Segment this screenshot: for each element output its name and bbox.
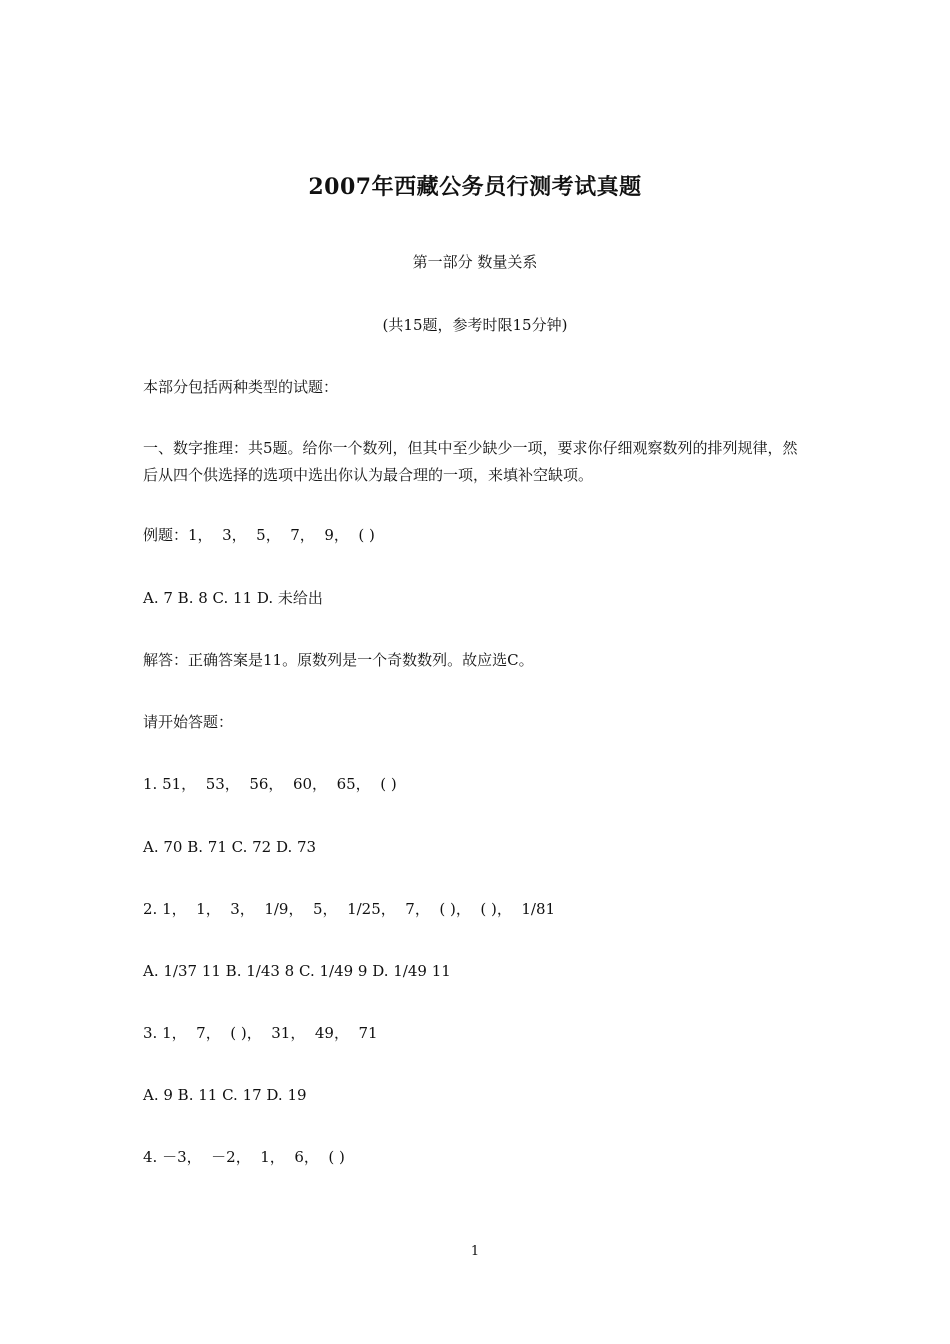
intro-text: 本部分包括两种类型的试题： xyxy=(143,378,339,396)
question-3-options: A. 9 B. 11 C. 17 D. 19 xyxy=(143,1086,307,1104)
section-note: (共15题，参考时限15分钟) xyxy=(382,316,568,334)
section-title: 第一部分 数量关系 xyxy=(412,253,538,271)
page-number: 1 xyxy=(470,1244,480,1259)
question-3: 3. 1， 7， ( )， 31， 49， 71 xyxy=(143,1024,378,1042)
example-answer: 解答：正确答案是11。原数列是一个奇数数列。故应选C。 xyxy=(143,651,534,669)
document-title: 2007年西藏公务员行测考试真题 xyxy=(308,174,642,200)
example-options: A. 7 B. 8 C. 11 D. 未给出 xyxy=(143,589,323,607)
start-prompt: 请开始答题： xyxy=(143,713,234,731)
type-description: 一、数字推理：共5题。给你一个数列，但其中至少缺少一项，要求你仔细观察数列的排列规律，然后从四个供选择的选项中选出你认为最合理的一项，来填补空缺项。 xyxy=(143,439,798,484)
question-2: 2. 1， 1， 3， 1/9， 5， 1/25， 7， ( )， ( )， 1/81 xyxy=(143,900,556,918)
question-1: 1. 51， 53， 56， 60， 65， ( ) xyxy=(143,775,397,793)
question-1-options: A. 70 B. 71 C. 72 D. 73 xyxy=(143,838,317,856)
question-2-options: A. 1/37 11 B. 1/43 8 C. 1/49 9 D. 1/49 11 xyxy=(143,962,451,980)
example-question: 例题：1， 3， 5， 7， 9， ( ) xyxy=(143,526,375,544)
question-4: 4. －3， －2， 1， 6， ( ) xyxy=(143,1148,345,1166)
